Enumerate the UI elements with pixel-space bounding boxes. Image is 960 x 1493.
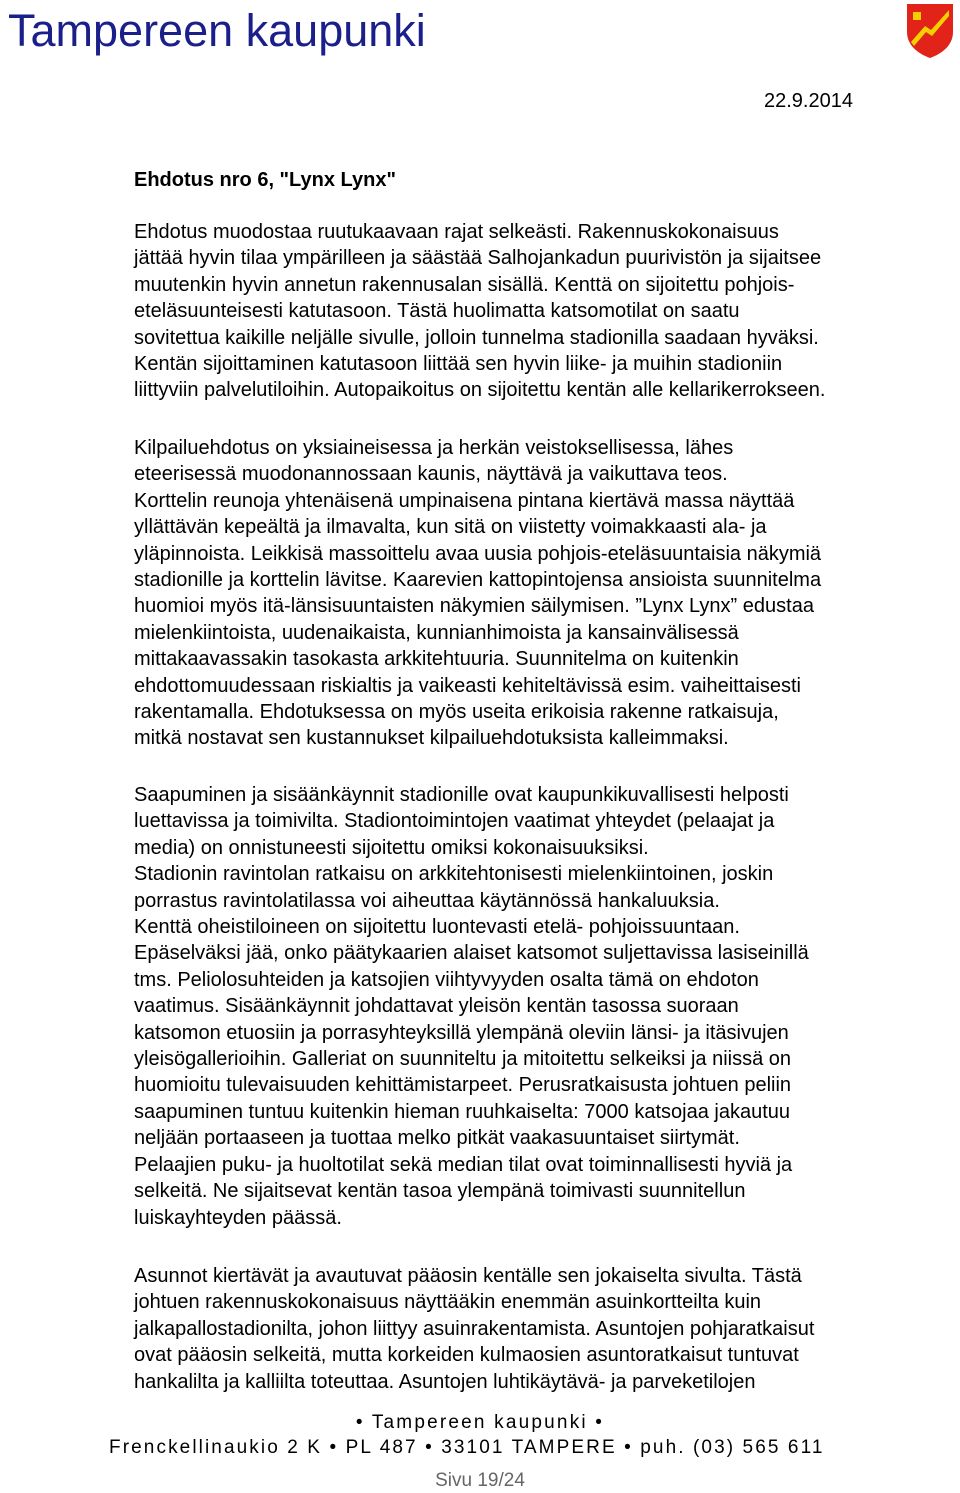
proposal-heading: Ehdotus nro 6, "Lynx Lynx"	[134, 169, 396, 191]
text-line: eteerisessä muodonannossaan kaunis, näyttävä ja vaikuttava teos.	[134, 463, 728, 486]
text-line: neljään portaaseen ja tuottaa melko pitkät vaakasuuntaiset siirtymät.	[134, 1127, 740, 1150]
text-line: jalkapallostadionilta, johon liittyy asuinrakentamista. Asuntojen pohjaratkaisut	[134, 1317, 815, 1340]
text-line: sovitettua kaikille neljälle sivulle, jolloin tunnelma stadionilla saadaan hyväksi.	[134, 326, 819, 349]
text-line: vaatimus. Sisäänkäynnit johdattavat yleisön kentän tasossa suoraan	[134, 995, 739, 1018]
text-line: jättää hyvin tilaa ympärilleen ja säästää Salhojankadun puurivistön ja sijaitsee	[134, 247, 822, 270]
text-line: eteläsuunteisesti katutasoon. Tästä huolimatta katsomotilat on saatu	[134, 300, 740, 323]
text-line: mielenkiintoista, uudenaikaista, kunnianhimoista ja kansainvälisessä	[134, 621, 739, 644]
text-line: saapuminen tuntuu kuitenkin hieman ruuhkaiselta: 7000 katsojaa jakautuu	[134, 1100, 790, 1123]
text-line: porrastus ravintolatilassa voi aiheuttaa käytännössä hankaluuksia.	[134, 889, 720, 912]
text-line: Epäselväksi jää, onko päätykaarien alaiset katsomot suljettavissa lasiseinillä	[134, 942, 809, 965]
text-line: Stadionin ravintolan ratkaisu on arkkitehtonisesti mielenkiintoinen, joskin	[134, 863, 774, 886]
paragraph-2	[134, 435, 934, 752]
text-line: stadionille ja korttelin lävitse. Kaarevien kattopintojensa ansioista suunnitelma	[134, 569, 822, 592]
text-line: Saapuminen ja sisäänkäynnit stadionille ovat kaupunkikuvallisesti helposti	[134, 784, 789, 806]
text-line: liittyviin palvelutiloihin. Autopaikoitus on sijoitettu kentän alle kellarikerrokseen.	[134, 379, 826, 402]
tampere-coat-of-arms-icon	[905, 2, 955, 60]
text-line: Pelaajien puku- ja huoltotilat sekä median tilat ovat toiminnallisesti hyviä ja	[134, 1153, 793, 1176]
text-line: katsomon etuosiin ja porrasyhteyksillä ylempänä oleviin länsi- ja itäsivujen	[134, 1021, 789, 1044]
text-line: yleisögallerioihin. Galleriat on suunniteltu ja mitoitettu selkeiksi ja niissä on	[134, 1048, 792, 1071]
text-line: luiskayhteyden päässä.	[134, 1206, 342, 1229]
text-line: Kilpailuehdotus on yksiaineisessa ja herkän veistoksellisessa, lähes	[134, 437, 734, 459]
text-line: ehdottomuudessaan riskialtis ja vaikeasti kehiteltävissä esim. vaiheittaisesti	[134, 674, 801, 697]
text-line: Ehdotus muodostaa ruutukaavaan rajat selkeästi. Rakennuskokonaisuus	[134, 221, 779, 243]
text-line: johtuen rakennuskokonaisuus näyttääkin enemmän asuinkortteilta kuin	[134, 1291, 762, 1314]
page-number: Sivu 19/24	[435, 1470, 525, 1491]
text-line: mittakaavassakin tasokasta arkkitehtuuria. Suunnitelma on kuitenkin	[134, 648, 739, 671]
text-line: ovat pääosin selkeitä, mutta korkeiden kulmaosien asuntoratkaisut tuntuvat	[134, 1344, 799, 1367]
text-line: muutenkin hyvin annetun rakennusalan sisällä. Kenttä on sijoitettu pohjois-	[134, 273, 795, 296]
text-line: Kentän sijoittaminen katutasoon liittää sen hyvin liike- ja muihin stadioniin	[134, 353, 783, 376]
text-line: yläpinnoista. Leikkisä massoittelu avaa uusia pohjois-eteläsuuntaisia näkymiä	[134, 542, 822, 565]
paragraph-4	[134, 1263, 934, 1395]
text-line: media) on onnistuneesti sijoitettu omiksi kokonaisuuksiksi.	[134, 836, 649, 859]
text-line: Korttelin reunoja yhtenäisenä umpinaisena pintana kiertävä massa näyttää	[134, 489, 795, 512]
text-line: Asunnot kiertävät ja avautuvat pääosin kentälle sen jokaiselta sivulta. Tästä	[134, 1265, 802, 1287]
text-line: hankalilta ja kalliilta toteuttaa. Asuntojen luhtikäytävä- ja parveketilojen	[134, 1370, 756, 1393]
text-line: luettavissa ja toimivilta. Stadiontoimintojen vaatimat yhteydet (pelaajat ja	[134, 810, 775, 833]
text-line: huomioitu tulevaisuuden kehittämistarpeet. Perusratkaisusta johtuen peliin	[134, 1074, 792, 1097]
text-line: tms. Peliolosuhteiden ja katsojien viihtyvyyden osalta tämä on ehdoton	[134, 968, 759, 991]
text-line: selkeitä. Ne sijaitsevat kentän tasoa ylempänä toimivasti suunnitellun	[134, 1180, 746, 1203]
text-line: Kenttä oheistiloineen on sijoitettu luontevasti etelä- pohjoissuuntaan.	[134, 916, 740, 939]
text-line: mitkä nostavat sen kustannukset kilpailuehdotuksista kalleimmaksi.	[134, 727, 729, 750]
text-line: yllättävän kepeältä ja ilmavalta, kun sitä on viistetty voimakkaasti ala- ja	[134, 516, 767, 539]
footer-address: Frenckellinaukio 2 K • PL 487 • 33101 TAMPERE • puh. (03) 565 611	[109, 1437, 825, 1458]
page-header-title: Tampereen kaupunki	[8, 5, 426, 56]
text-line: rakentamalla. Ehdotuksessa on myös useita erikoisia rakenne ratkaisuja,	[134, 701, 779, 724]
document-date: 22.9.2014	[764, 90, 853, 112]
paragraph-3	[134, 782, 934, 1231]
text-line: huomioi myös itä-länsisuuntaisten näkymien säilymisen. ”Lynx Lynx” edustaa	[134, 595, 814, 618]
footer-organization: • Tampereen kaupunki •	[355, 1412, 605, 1433]
paragraph-1	[134, 219, 934, 404]
